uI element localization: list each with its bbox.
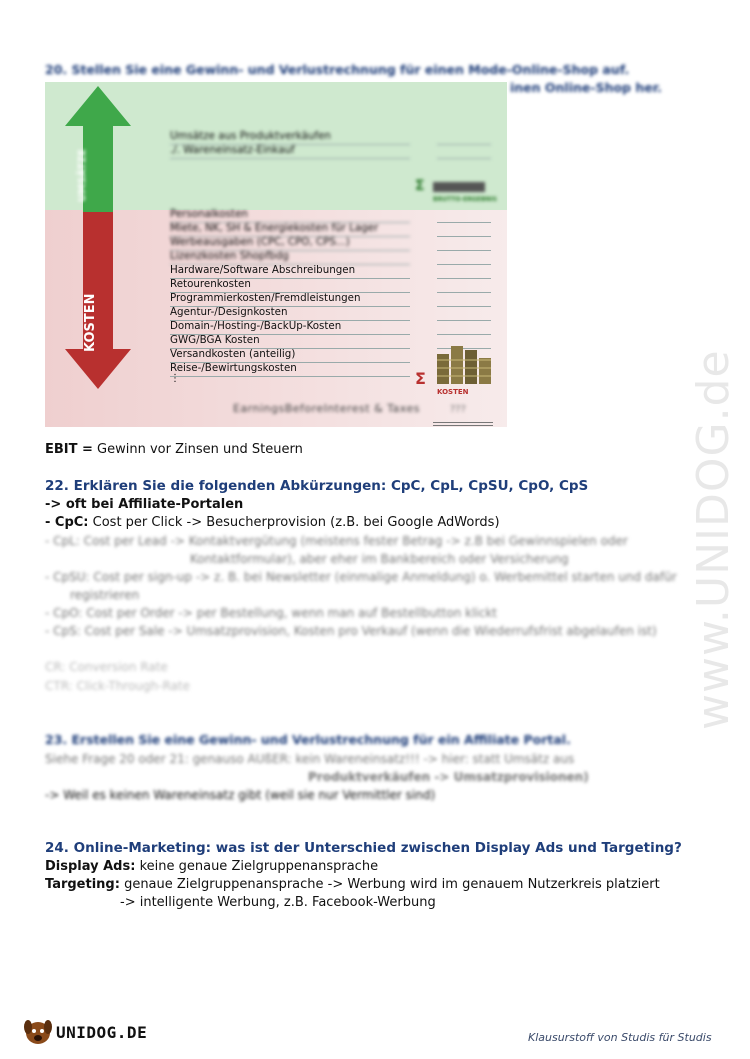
ebit-caption: EarningsBeforeInterest & Taxes bbox=[233, 402, 420, 415]
gv-diagram bbox=[45, 82, 507, 427]
ebit-value: ??? bbox=[450, 404, 466, 415]
q22-heading: 22. Erklären Sie die folgenden Abkürzungen: CpC, CpL, CpSU, CpO, CpS bbox=[45, 478, 589, 494]
q22-intro: -> oft bei Affiliate-Portalen bbox=[45, 497, 244, 512]
display-ads-line bbox=[45, 858, 378, 876]
value-line bbox=[437, 292, 491, 307]
cost-row: Versandkosten (anteilig) bbox=[170, 348, 410, 363]
cost-row: Werbeausgaben (CPC, CPO, CPS...) bbox=[170, 236, 410, 251]
targeting-line2: -> intelligente Werbung, z.B. Facebook-Werbung bbox=[120, 895, 436, 910]
value-line bbox=[437, 236, 491, 251]
coin-stack-icon bbox=[433, 340, 495, 386]
cost-row: Reise-/Bewirtungskosten bbox=[170, 362, 410, 377]
value-line bbox=[437, 130, 491, 145]
value-line bbox=[437, 222, 491, 237]
sum-revenue-label: BRUTTO-ERGEBNIS bbox=[433, 196, 497, 203]
cpsu-line: - CpSU: Cost per sign-up -> z. B. bei Newsletter (einmalige Anmeldung) o. Werbemittel starten und dafür bbox=[45, 570, 677, 584]
cost-row: Miete, NK, SH & Energiekosten für Lager bbox=[170, 222, 410, 237]
footer-tagline: Klausurstoff von Studis für Studis bbox=[528, 1031, 712, 1044]
cost-row-more: ⋮ bbox=[170, 373, 180, 384]
logo-text: UNIDOG.DE bbox=[56, 1023, 148, 1042]
q20-heading: 20. Stellen Sie eine Gewinn- und Verlustrechnung für einen Mode-Online-Shop auf. bbox=[45, 62, 630, 77]
cost-row: Domain-/Hosting-/BackUp-Kosten bbox=[170, 320, 410, 335]
watermark-text: www.UNIDOG.de bbox=[688, 349, 739, 730]
cost-row: Personalkosten bbox=[170, 208, 410, 223]
display-ads-text: keine genaue Zielgruppenansprache bbox=[135, 859, 379, 874]
cost-row: Programmierkosten/Fremdleistungen bbox=[170, 292, 410, 307]
value-line bbox=[437, 306, 491, 321]
q23-line2: Produktverkäufen -> Umsatzprovisionen) bbox=[308, 770, 589, 784]
q20-heading-tail: inen Online-Shop her. bbox=[510, 80, 662, 95]
value-line bbox=[437, 264, 491, 279]
ebit-definition bbox=[45, 441, 303, 459]
value-line bbox=[437, 144, 491, 159]
q23-heading: 23. Erstellen Sie eine Gewinn- und Verlustrechnung für ein Affiliate Portal. bbox=[45, 732, 571, 747]
cost-row: Agentur-/Designkosten bbox=[170, 306, 410, 321]
arrow-up-label: UMSÄTZE bbox=[77, 148, 88, 202]
revenue-row: ./. Wareneinsatz-Einkauf bbox=[170, 144, 410, 159]
cpl-line: - CpL: Cost per Lead -> Kontaktvergütung (meistens fester Betrag -> z.B bei Gewinnspielen oder bbox=[45, 534, 628, 548]
cost-row: Hardware/Software Abschreibungen bbox=[170, 264, 410, 279]
cpc-term: - CpC: bbox=[45, 515, 89, 530]
cost-row: Lizenzkosten Shopfbdg bbox=[170, 250, 410, 265]
value-line bbox=[437, 250, 491, 265]
double-underline bbox=[433, 422, 493, 426]
cpc-line bbox=[45, 514, 500, 532]
arrow-down-label: KOSTEN bbox=[83, 293, 98, 352]
sum-costs-symbol: Σ bbox=[415, 369, 426, 388]
sum-revenue-symbol: Σ bbox=[415, 178, 425, 194]
ebit-term: EBIT = bbox=[45, 442, 93, 457]
watermark bbox=[688, 270, 739, 730]
cost-row: GWG/BGA Kosten bbox=[170, 334, 410, 349]
q24-heading: 24. Online-Marketing: was ist der Unterschied zwischen Display Ads und Targeting? bbox=[45, 840, 682, 856]
cpo-line: - CpO: Cost per Order -> per Bestellung, wenn man auf Bestellbutton klickt bbox=[45, 606, 497, 620]
q23-line1: Siehe Frage 20 oder 21: genauso AUßER: kein Wareneinsatz!!! -> hier: statt Umsätz aus bbox=[45, 752, 575, 766]
targeting-line bbox=[45, 876, 660, 894]
value-line bbox=[437, 278, 491, 293]
cpsu-line-cont: registrieren bbox=[70, 588, 140, 602]
cpl-line-cont: Kontaktformular), aber eher im Bankbereich oder Versicherung bbox=[190, 552, 569, 566]
cpc-text: Cost per Click -> Besucherprovision (z.B. bei Google AdWords) bbox=[88, 515, 500, 530]
dog-icon bbox=[22, 1015, 54, 1047]
value-line bbox=[437, 320, 491, 335]
sum-costs-label: KOSTEN bbox=[437, 388, 469, 396]
ctr-line: CTR: Click-Through-Rate bbox=[45, 679, 190, 693]
targeting-text: genaue Zielgruppenansprache -> Werbung wird im genauem Nutzerkreis platziert bbox=[119, 877, 660, 892]
coins-icon bbox=[433, 182, 485, 192]
display-ads-term: Display Ads: bbox=[45, 859, 136, 874]
q23-line3: -> Weil es keinen Wareneinsatz gibt (weil sie nur Vermittler sind) bbox=[45, 788, 436, 802]
ebit-text: Gewinn vor Zinsen und Steuern bbox=[92, 442, 303, 457]
cr-line: CR: Conversion Rate bbox=[45, 660, 168, 674]
cost-row: Retourenkosten bbox=[170, 278, 410, 293]
cps-line: - CpS: Cost per Sale -> Umsatzprovision, Kosten pro Verkauf (wenn die Wiederrufsfrist abgelaufen ist) bbox=[45, 624, 657, 638]
footer-logo bbox=[22, 1015, 152, 1047]
revenue-row: Umsätze aus Produktverkäufen bbox=[170, 130, 410, 145]
value-line bbox=[437, 208, 491, 223]
targeting-term: Targeting: bbox=[45, 877, 120, 892]
